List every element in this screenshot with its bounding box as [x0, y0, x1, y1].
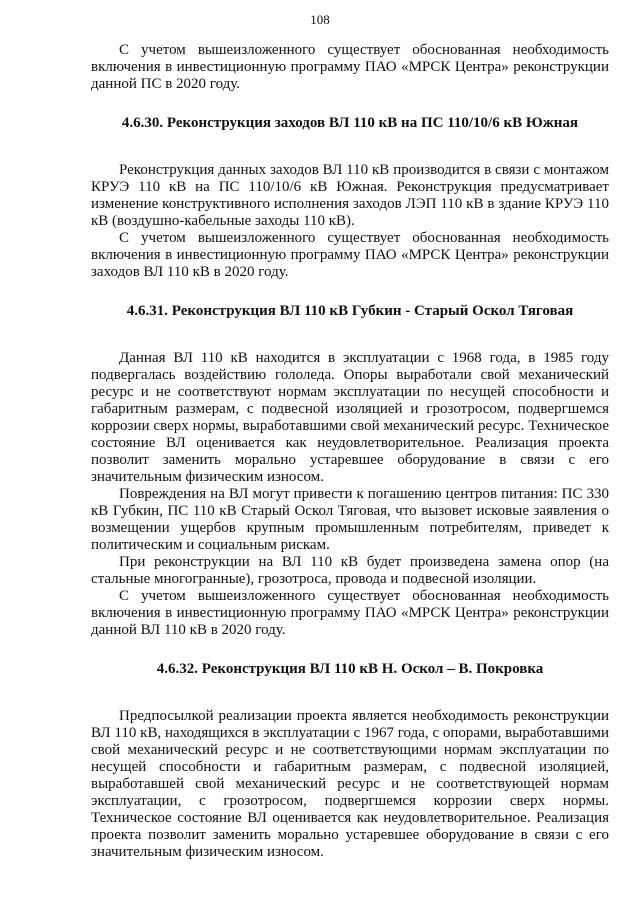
paragraph-conclusion-approaches: С учетом вышеизложенного существует обоснованная необходимость включения в инвестиционную программу ПАО «МРСК Центра» реконструкции заходов ВЛ 110 кВ в 2020 году. — [91, 230, 609, 280]
paragraph-line-condition: Данная ВЛ 110 кВ находится в эксплуатации с 1968 года, в 1985 году подвергалась воздействию гололеда. Опоры выработали свой механический ресурс и не соответствуют нормам эксплуатации по несущей способности и габаритным размерам, с подвесной изоляцией и грозотросом, подвергшемся коррозии сверх нормы, выработавшими свой механический ресурс. Техническое состояние ВЛ оценивается как неудовлетворительное. Реализация проекта позволит заменить морально устаревшее оборудование в связи с его значительным физическим износом. — [91, 350, 609, 485]
paragraph-conclusion-line: С учетом вышеизложенного существует обоснованная необходимость включения в инвестиционную программу ПАО «МРСК Центра» реконструкции данной ВЛ 110 кВ в 2020 году. — [91, 588, 609, 638]
page-content — [91, 42, 609, 861]
paragraph-approaches-reconstruction: Реконструкция данных заходов ВЛ 110 кВ производится в связи с монтажом КРУЭ 110 кВ на ПС 110/10/6 кВ Южная. Реконструкция предусматривает изменение конструктивного исполнения заходов ЛЭП 110 кВ в здание КРУЭ 110 кВ (воздушно-кабельные заходы 110 кВ). — [91, 162, 609, 229]
section-heading-4-6-32: 4.6.32. Реконструкция ВЛ 110 кВ Н. Оскол – В. Покровка — [156, 661, 544, 677]
paragraph-project-prerequisite: Предпосылкой реализации проекта является необходимость реконструкции ВЛ 110 кВ, находящихся в эксплуатации с 1967 года, с опорами, выработавшими свой механический ресурс и не соответствующими нормам эксплуатации по несущей способности и габаритным размерам, с подвесной изоляцией, выработавшей свой механический ресурс и не соответствующей нормам эксплуатации, с грозотросом, подвергшемся коррозии сверх нормы. Техническое состояние ВЛ оценивается как неудовлетворительное. Реализация проекта позволит заменить морально устаревшее оборудование в связи с его значительным физическим износом. — [91, 708, 609, 860]
section-heading-4-6-31: 4.6.31. Реконструкция ВЛ 110 кВ Губкин - Старый Оскол Тяговая — [126, 303, 574, 319]
section-heading-4-6-30: 4.6.30. Реконструкция заходов ВЛ 110 кВ на ПС 110/10/6 кВ Южная — [121, 115, 579, 131]
page-number: 108 — [310, 12, 330, 27]
paragraph-replacement-scope: При реконструкции на ВЛ 110 кВ будет произведена замена опор (на стальные многогранные), грозотроса, провода и подвесной изоляции. — [91, 554, 609, 587]
paragraph-damage-risks: Повреждения на ВЛ могут привести к погашению центров питания: ПС 330 кВ Губкин, ПС 110 кВ Старый Оскол Тяговая, что вызовет исковые заявления о возмещении ущербов крупным промышленным потребителям, приведет к политическим и социальным рискам. — [91, 486, 609, 553]
paragraph-conclusion-substation: С учетом вышеизложенного существует обоснованная необходимость включения в инвестиционную программу ПАО «МРСК Центра» реконструкции данной ПС в 2020 году. — [91, 42, 609, 92]
